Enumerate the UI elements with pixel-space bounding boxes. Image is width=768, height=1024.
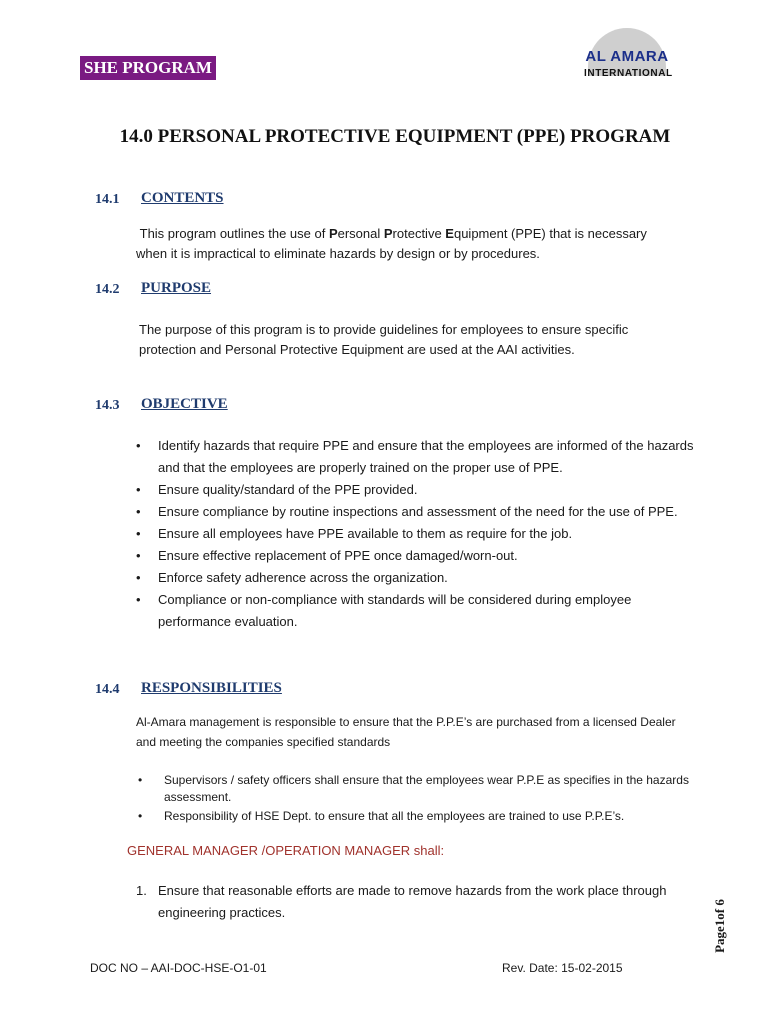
bullet-icon: • bbox=[138, 773, 143, 787]
contents-paragraph: This program outlines the use of Personal Protective Equipment (PPE) that is necessary when it is impractical to eliminate hazards by design or by procedures. bbox=[136, 226, 647, 261]
list-item: • Ensure all employees have PPE available to them as require for the job. bbox=[136, 523, 696, 545]
logo-main-text: AL AMARA bbox=[585, 48, 669, 65]
program-tag: SHE PROGRAM bbox=[80, 56, 216, 80]
bullet-icon: • bbox=[138, 809, 143, 823]
section-number-objective: 14.3 bbox=[95, 398, 120, 413]
section-title-purpose: PURPOSE bbox=[141, 280, 212, 296]
bullet-icon: • bbox=[136, 548, 141, 563]
purpose-paragraph: The purpose of this program is to provide guidelines for employees to ensure specific protection and Personal Protective Equipment are used at the AAI activities. bbox=[139, 322, 629, 357]
list-item: • Ensure quality/standard of the PPE provided. bbox=[136, 479, 696, 501]
gm-heading: GENERAL MANAGER /OPERATION MANAGER shall: bbox=[127, 843, 445, 858]
list-item: • Ensure effective replacement of PPE once damaged/worn-out. bbox=[136, 545, 696, 567]
bullet-icon: • bbox=[136, 504, 141, 519]
section-title-responsibilities: RESPONSIBILITIES bbox=[141, 680, 282, 696]
section-number-purpose: 14.2 bbox=[95, 282, 120, 297]
bullet-icon: • bbox=[136, 438, 141, 453]
section-title-objective: OBJECTIVE bbox=[141, 396, 228, 412]
document-title: 14.0 PERSONAL PROTECTIVE EQUIPMENT (PPE) PROGRAM bbox=[119, 126, 671, 147]
list-item: • Supervisors / safety officers shall ensure that the employees wear P.P.E as specifies in the hazards assessment. bbox=[138, 773, 689, 804]
list-item: • Enforce safety adherence across the organization. bbox=[136, 567, 696, 589]
company-logo bbox=[584, 26, 672, 84]
list-item: • Ensure compliance by routine inspections and assessment of the need for the use of PPE. bbox=[136, 501, 696, 523]
responsibilities-list bbox=[138, 772, 698, 827]
bullet-icon: • bbox=[136, 592, 141, 607]
section-number-contents: 14.1 bbox=[95, 192, 120, 207]
section-title-contents: CONTENTS bbox=[141, 190, 224, 206]
list-item: • Compliance or non-compliance with standards will be considered during employee performance evaluation. bbox=[136, 589, 696, 633]
page-number: Page1of 6 bbox=[712, 899, 727, 953]
list-number: 1. bbox=[136, 883, 147, 898]
list-item: • Responsibility of HSE Dept. to ensure that all the employees are trained to use P.P.E’s. bbox=[138, 809, 625, 823]
list-item: 1. Ensure that reasonable efforts are made to remove hazards from the work place through engineering practices. bbox=[136, 880, 676, 924]
logo-sub-text: INTERNATIONAL bbox=[584, 68, 673, 79]
bullet-icon: • bbox=[136, 570, 141, 585]
bullet-icon: • bbox=[136, 482, 141, 497]
responsibilities-intro: Al-Amara management is responsible to ensure that the P.P.E’s are purchased from a licensed Dealer and meeting the companies specified standards bbox=[136, 715, 676, 749]
footer-rev-date: Rev. Date: 15-02-2015 bbox=[502, 961, 623, 975]
gm-numbered-list bbox=[136, 880, 676, 924]
footer-doc-no: DOC NO – AAI-DOC-HSE-O1-01 bbox=[90, 961, 267, 975]
list-item: • Identify hazards that require PPE and ensure that the employees are informed of the hazards and that the employees are properly trained on the proper use of PPE. bbox=[136, 435, 696, 479]
section-number-responsibilities: 14.4 bbox=[95, 682, 120, 697]
objective-list bbox=[136, 435, 696, 633]
bullet-icon: • bbox=[136, 526, 141, 541]
